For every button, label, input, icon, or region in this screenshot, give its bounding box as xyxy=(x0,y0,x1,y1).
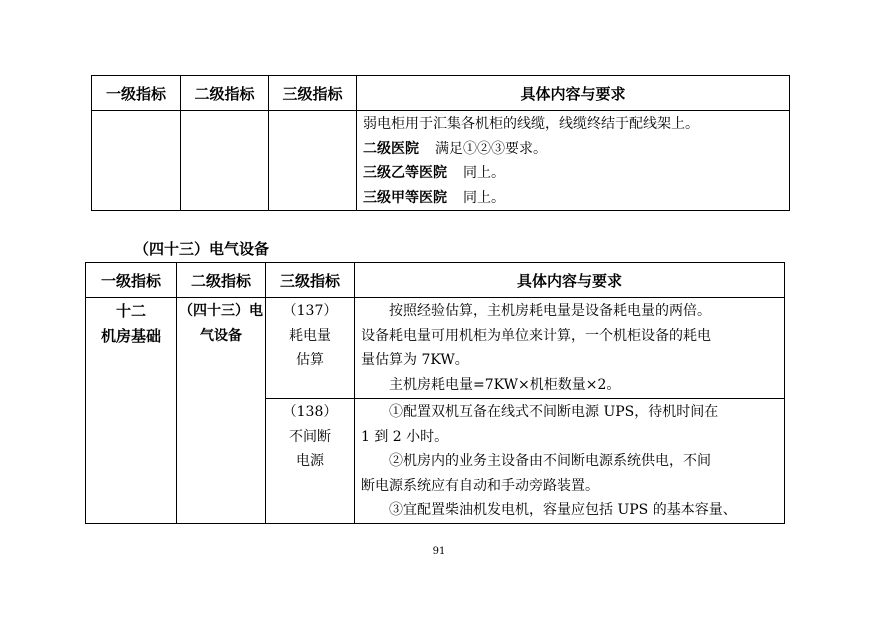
level3-cell xyxy=(269,111,357,211)
header-content: 具体内容与要求 xyxy=(355,263,785,298)
table-header-row xyxy=(92,76,790,111)
grade-label: 二级医院 xyxy=(363,140,419,157)
grade-text: 同上。 xyxy=(463,165,505,181)
content-line: ②机房内的业务主设备由不间断电源系统供电，不间 xyxy=(389,453,711,469)
level1-number: 十二 xyxy=(115,302,146,320)
level1-cell xyxy=(92,111,181,211)
requirements-table-continued xyxy=(91,75,790,211)
requirements-table xyxy=(85,262,785,524)
level2-cell xyxy=(181,111,269,211)
item-name-line: 耗电量 xyxy=(289,327,331,344)
header-level2: 二级指标 xyxy=(177,263,266,298)
item-number: （138） xyxy=(282,404,338,420)
level3-cell xyxy=(266,298,355,399)
item-name-line: 电源 xyxy=(296,453,324,469)
grade-text: 满足①②③要求。 xyxy=(435,140,547,157)
level2-name: （四十三）电气设备 xyxy=(179,303,263,344)
table-row xyxy=(92,111,790,211)
content-line: 断电源系统应有自动和手动旁路装置。 xyxy=(361,477,599,494)
grade-text: 同上。 xyxy=(463,189,505,206)
grade-requirement xyxy=(363,161,783,186)
level2-cell xyxy=(177,298,266,524)
content-cell xyxy=(355,298,785,399)
content-line: 弱电柜用于汇集各机柜的线缆，线缆终结于配线架上。 xyxy=(363,116,699,132)
content-line: 量估算为 7KW。 xyxy=(361,352,469,368)
grade-requirement xyxy=(363,137,783,162)
level1-cell xyxy=(86,298,177,524)
page-number: 91 xyxy=(432,546,446,557)
content-cell xyxy=(355,399,785,524)
content-line: 按照经验估算，主机房耗电量是设备耗电量的两倍。 xyxy=(389,303,711,319)
grade-requirement xyxy=(363,186,783,211)
item-name-line: 估算 xyxy=(296,352,324,368)
level3-cell xyxy=(266,399,355,524)
content-line: ①配置双机互备在线式不间断电源 UPS，待机时间在 xyxy=(389,404,719,420)
item-number: （137） xyxy=(282,303,338,319)
content-line: 主机房耗电量=7KW×机柜数量×2。 xyxy=(389,376,621,393)
table-row xyxy=(86,298,785,399)
header-level1: 一级指标 xyxy=(86,263,177,298)
table-header-row xyxy=(86,263,785,298)
grade-label: 三级甲等医院 xyxy=(363,189,447,206)
level1-name: 机房基础 xyxy=(100,326,161,345)
item-name-line: 不间断 xyxy=(289,428,331,445)
grade-label: 三级乙等医院 xyxy=(363,165,447,181)
section-title: （四十三）电气设备 xyxy=(134,240,270,258)
header-level3: 三级指标 xyxy=(269,76,357,111)
header-level2: 二级指标 xyxy=(181,76,269,111)
content-line: 设备耗电量可用机柜为单位来计算，一个机柜设备的耗电 xyxy=(361,327,711,344)
content-line: ③宜配置柴油机发电机，容量应包括 UPS 的基本容量、 xyxy=(389,502,737,518)
content-line: 1 到 2 小时。 xyxy=(361,428,449,445)
header-level3: 三级指标 xyxy=(266,263,355,298)
header-content: 具体内容与要求 xyxy=(357,76,790,111)
header-level1: 一级指标 xyxy=(92,76,181,111)
content-cell xyxy=(357,111,790,211)
